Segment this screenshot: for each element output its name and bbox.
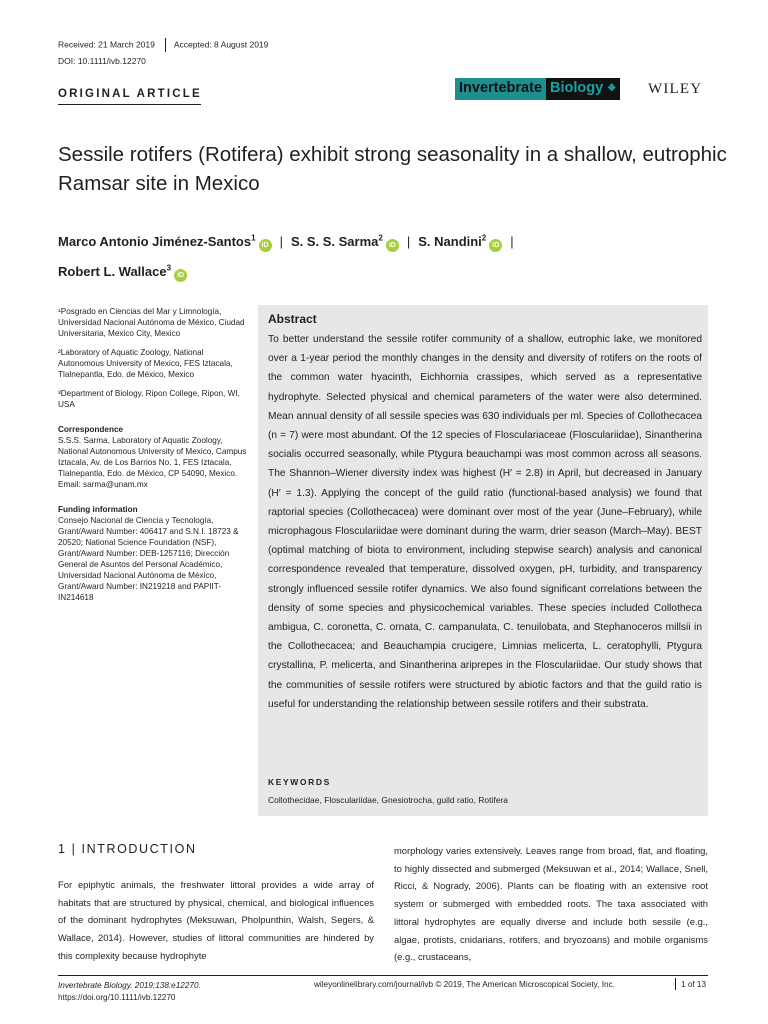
affiliation: ³Department of Biology, Ripon College, Ripon, WI, USA	[58, 389, 240, 409]
correspondence-heading: Correspondence	[58, 425, 124, 434]
affiliation-marker: 2	[481, 234, 487, 243]
funding-heading: Funding information	[58, 505, 138, 514]
affiliation-marker: 2	[378, 234, 383, 243]
publisher-logo[interactable]: WILEY	[648, 81, 703, 97]
footer-journal-info[interactable]: wileyonlinelibrary.com/journal/ivb © 2019, The American Microscopical Society, Inc.	[314, 980, 615, 989]
author-name: S. Nandini	[418, 234, 482, 250]
journal-logo-word-2: Biology	[550, 80, 604, 96]
correspondence-text: S.S.S. Sarma, Laboratory of Aquatic Zoology, National Autonomous University of Mexico, Campus Iztacala, Av. de Los Barrios No. 1, FES Iztacala, Tlalnepantla, Edo. de México, CP 54090, Mexico.	[58, 436, 247, 478]
orcid-icon[interactable]: iD	[489, 239, 502, 252]
divider: |	[406, 234, 411, 250]
divider	[58, 104, 201, 105]
orcid-icon[interactable]: iD	[386, 239, 399, 252]
paper-title: Sessile rotifers (Rotifera) exhibit strong seasonality in a shallow, eutrophic Ramsar site in Mexico	[58, 143, 727, 195]
orcid-icon[interactable]: iD	[259, 239, 272, 252]
journal-logo-word-1: Invertebrate	[455, 78, 546, 100]
author-name: S. S. S. Sarma	[290, 234, 379, 250]
journal-logo[interactable]	[455, 78, 620, 100]
abstract-heading: Abstract	[268, 312, 317, 326]
section-heading: 1 | INTRODUCTION	[58, 842, 197, 856]
author[interactable]	[291, 234, 383, 249]
funding-text: Consejo Nacional de Ciencia y Tecnología, Grant/Award Number: 406417 and S.N.I. 18723 & 20520; National Science Foundation (NSF), Grant/Award Number: DEB-1257116; Dirección General de Asuntos del Personal Académico, Universidad Nacional Autónoma de México, Grant/Award Number: IN219218 and PAPIIT-IN214618	[58, 516, 239, 602]
affiliations-column	[58, 306, 248, 611]
author-list	[58, 226, 738, 285]
divider: |	[510, 234, 514, 250]
doi-link[interactable]: https://doi.org/10.1111/ivb.12270	[58, 993, 176, 1002]
affiliation: ¹Posgrado en Ciencias del Mar y Limnología, Universidad Nacional Autónoma de México, Ciudad Universitaria, Mexico City, Mexico	[58, 307, 245, 338]
accepted-date: Accepted: 8 August 2019	[173, 39, 269, 50]
author[interactable]	[58, 234, 256, 249]
keywords-text: Collothecidae, Flosculariidae, Gnesiotrocha, guild ratio, Rotifera	[268, 795, 509, 805]
received-date: Received: 21 March 2019	[58, 39, 155, 50]
divider: |	[279, 234, 283, 250]
doi[interactable]: DOI: 10.1111/ivb.12270	[58, 56, 146, 66]
affiliation-marker: 1	[251, 234, 256, 243]
orcid-icon[interactable]: iD	[174, 269, 187, 282]
rotifer-icon: ❖	[607, 83, 617, 94]
divider	[165, 38, 166, 52]
correspondence-email[interactable]: Email: sarma@unam.mx	[58, 480, 148, 489]
article-dates	[58, 38, 268, 52]
divider	[58, 975, 708, 976]
author-name: Robert L. Wallace	[58, 263, 167, 279]
author[interactable]	[58, 264, 171, 279]
citation: Invertebrate Biology. 2019;138:e12270.	[58, 981, 201, 990]
page-number: 1 of 13	[681, 980, 707, 989]
keywords-heading: KEYWORDS	[268, 777, 331, 787]
journal-logo-word-2-box	[546, 78, 620, 100]
author-name: Marco Antonio Jiménez-Santos	[58, 234, 252, 250]
abstract-text: To better understand the sessile rotifer community of a shallow, eutrophic lake, we monitored over a 1-year period the monthly changes in the density and diversity of rotifers on the roots of the common water hyacinth, Eichhornia crassipes, which served as a representative hydrophyte. Selected physical and chemical parameters of the water were also determined. Mean annual density of all sessile species was 630 individuals per ml. Species of Collothecacea (n = 7) were most abundant. Of the 12 species of Flosculariaceae (Flosculariidae), Sinantherina socialis occurred seasonally, while Ptygura beauchampi was most common across all seasons. The Shannon–Wiener diversity index was highest (H′ = 2.8) in April, but decreased in January (H′ = 1.3). Applying the concept of the guild ratio (functional-based analysis) we found that raptorial species (Collothecacea) were dominant over most of the year (June–February), while microphagous Flosculariidae were dominant during the warm, drier season (March–May). BEST (optimal matching of biota to environment, including stepwise search) analysis and canonical correspondence revealed that temperature, dissolved oxygen, pH, turbidity, and transparency strongly influenced sessile rotifer dynamics. We also found significant correlations between the density of some species and physicochemical variables. These species included Collotheca ambigua, C. coronetta, C. ornata, C. campanulata, C. tenuilobata, and Stephanoceros millsii in the Collothecacea; and Beauchampia crucigere, Limnias melicerta, L. ceratophylli, Ptygura crystallina, P. melicerta, and Sinantherina ariprepes in the Flosculariidae. Our study shows that the communities of sessile rotifers were structured by abiotic factors and that the guild ratio is useful for understanding the relationship between sessile rotifers and their substrata.	[268, 334, 702, 710]
body-text-column-1: For epiphytic animals, the freshwater littoral provides a wide array of habitats that are structured by physical, chemical, and biological influences of the dominant hydrophytes (Meksuwan, Pholpunthin, Walsh, Segers, & Wallace, 2014). However, studies of littoral communities are hindered by this complexity because hydrophyte	[58, 879, 374, 961]
article-type: ORIGINAL ARTICLE	[58, 88, 202, 100]
body-text-column-2: morphology varies extensively. Leaves range from broad, flat, and floating, to highly dissected and submerged (Meksuwan et al., 2014; Wallace, Snell, Ricci, & Nogrady, 2006). Plants can be floating with an extensive root system or submerged with embedded roots. The taxa associated with littoral hydrophytes are equally diverse and include both sessile (e.g., algae, protists, cnidarians, rotifers, and bryozoans) and mobile organisms (e.g., crustaceans,	[394, 845, 708, 963]
author[interactable]	[418, 234, 486, 249]
affiliation-marker: 3	[166, 263, 172, 273]
footer-citation	[58, 980, 201, 1004]
affiliation: ²Laboratory of Aquatic Zoology, National Autonomous University of Mexico, FES Iztacala, Tlalnepantla, Edo. de México, Mexico	[58, 348, 233, 379]
divider	[675, 978, 676, 990]
